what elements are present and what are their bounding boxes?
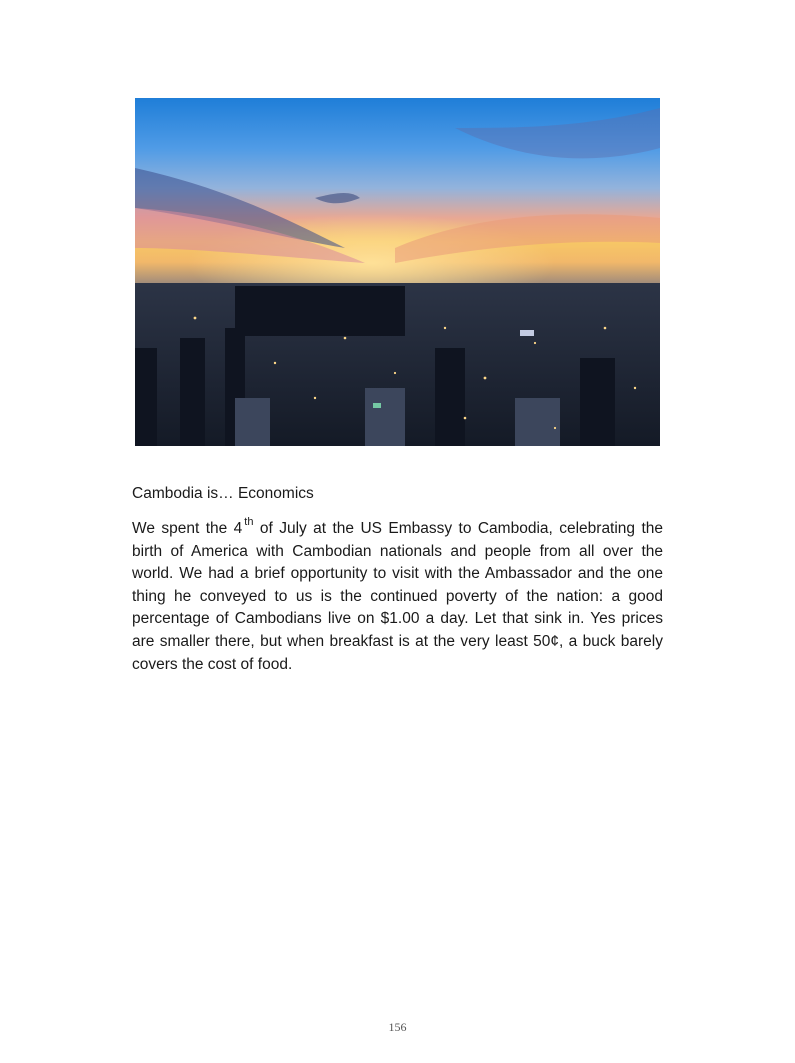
page-number: 156 [388, 1020, 407, 1034]
paragraph-rest: of July at the US Embassy to Cambodia, celebrating the birth of America with Cambodian nationals and people from all over the world. We had a brief opportunity to visit with the Ambassador and the one thing he conveyed to us is the continued poverty of the nation: a good percentage of Cambodians live on $1.00 a day. Let that sink in. Yes prices are smaller there, but when breakfast is at the very least 50¢, a buck barely covers the cost of food. [132, 520, 664, 673]
section-heading: Cambodia is… Economics [132, 485, 314, 502]
city-sunset-photo [135, 98, 660, 446]
body-paragraph [132, 515, 664, 676]
ordinal-suffix: th [244, 515, 254, 528]
paragraph-start: We spent the 4 [132, 520, 243, 537]
city-skyline-image [135, 98, 660, 446]
